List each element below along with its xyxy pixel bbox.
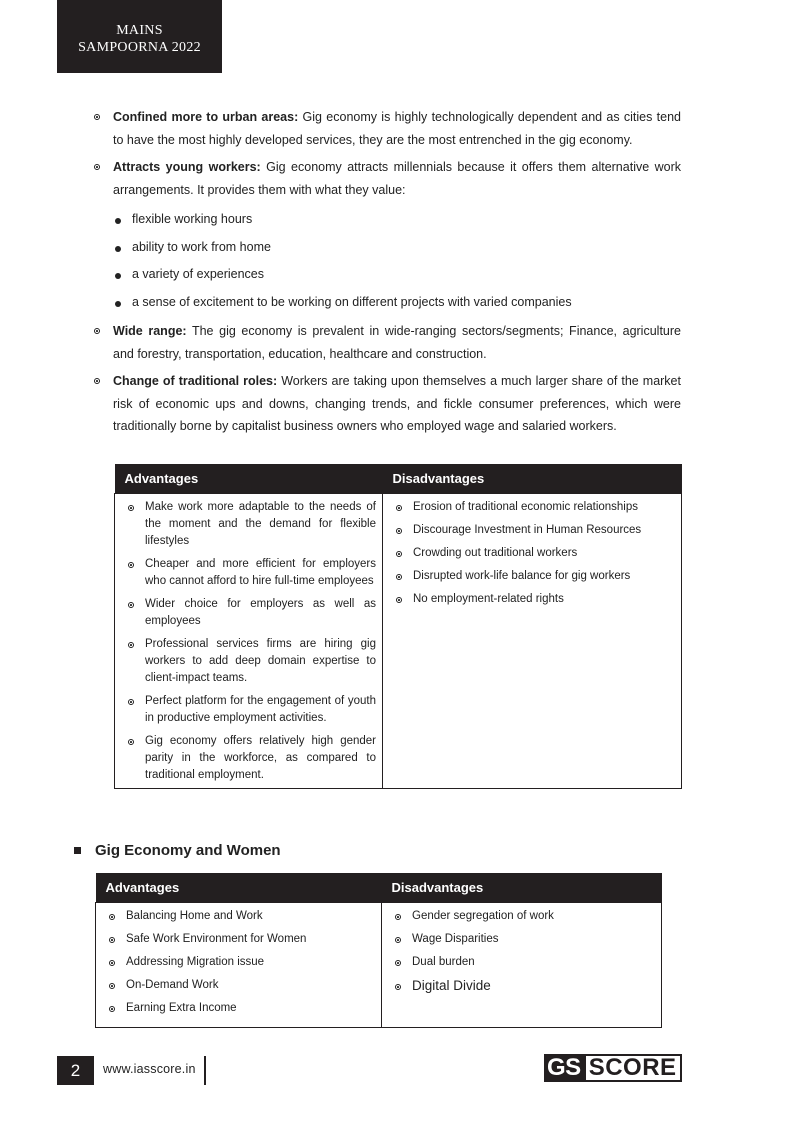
list-item-text: Cheaper and more efficient for employers who cannot afford to hire full-time employees <box>145 558 376 587</box>
point-text: The gig economy is prevalent in wide-ranging sectors/segments; Finance, agriculture and forestry, transportation, education, healthcare and construction. <box>113 324 681 361</box>
circle-bullet-icon <box>109 914 115 920</box>
list-item <box>124 499 376 550</box>
point-young-workers <box>92 156 681 201</box>
list-item <box>392 499 675 516</box>
circle-bullet-icon <box>128 642 134 648</box>
table-header-advantages: Advantages <box>96 873 382 903</box>
list-item <box>105 908 375 925</box>
circle-bullet-icon <box>395 937 401 943</box>
header-line-2: SAMPOORNA 2022 <box>78 40 201 55</box>
list-item <box>105 931 375 948</box>
list-item-text: Addressing Migration issue <box>126 956 265 968</box>
square-bullet-icon <box>74 847 81 854</box>
header-line-1: MAINS <box>116 23 163 38</box>
list-item <box>105 954 375 971</box>
point-urban-areas <box>92 106 681 151</box>
footer-divider <box>204 1056 206 1085</box>
list-item <box>113 206 681 234</box>
circle-bullet-icon <box>395 914 401 920</box>
point-label: Wide range: <box>113 324 187 338</box>
list-item-text: Professional services firms are hiring gig workers to add deep domain expertise to client-impact teams. <box>145 638 376 684</box>
dot-bullet-icon <box>115 273 121 279</box>
circle-bullet-icon <box>94 114 100 120</box>
list-item <box>392 545 675 562</box>
circle-bullet-icon <box>396 505 402 511</box>
list-item-text: Perfect platform for the engagement of youth in productive employment activities. <box>145 695 376 724</box>
list-item <box>391 954 655 971</box>
advantages-cell <box>115 494 383 789</box>
table-header-advantages: Advantages <box>115 464 383 494</box>
list-item <box>113 234 681 262</box>
point-text: Workers are taking upon themselves a much larger share of the market risk of economic ups and downs, changing trends, and fickle consumer preferences, which were traditionally borne by capitalist business owners who employed wage and salaried workers. <box>113 374 681 433</box>
disadvantages-cell <box>382 903 662 1028</box>
list-item-text: Erosion of traditional economic relationships <box>413 501 639 513</box>
circle-bullet-icon <box>396 528 402 534</box>
disadvantages-cell <box>383 494 682 789</box>
list-item <box>391 931 655 948</box>
gig-economy-table <box>114 464 682 789</box>
list-item <box>392 522 675 539</box>
list-item-text: Wage Disparities <box>412 933 499 945</box>
values-list <box>113 206 681 316</box>
point-label: Change of traditional roles: <box>113 374 278 388</box>
list-item-text: Gender segregation of work <box>412 910 554 922</box>
circle-bullet-icon <box>94 378 100 384</box>
table-header-disadvantages: Disadvantages <box>383 464 682 494</box>
page-number: 2 <box>57 1056 94 1085</box>
list-item <box>124 733 376 784</box>
circle-bullet-icon <box>395 960 401 966</box>
list-item-text: Balancing Home and Work <box>126 910 263 922</box>
list-item-text: a variety of experiences <box>132 267 265 281</box>
main-content <box>92 106 681 443</box>
list-item-text: On-Demand Work <box>126 979 219 991</box>
circle-bullet-icon <box>128 699 134 705</box>
list-item-text: Wider choice for employers as well as employees <box>145 598 376 627</box>
circle-bullet-icon <box>109 960 115 966</box>
list-item-text: Earning Extra Income <box>126 1002 237 1014</box>
list-item <box>124 636 376 687</box>
circle-bullet-icon <box>109 1006 115 1012</box>
dot-bullet-icon <box>115 246 121 252</box>
list-item-text: Safe Work Environment for Women <box>126 933 307 945</box>
footer-url[interactable]: www.iasscore.in <box>103 1062 196 1076</box>
women-gig-economy-table <box>95 873 662 1028</box>
list-item <box>124 596 376 630</box>
advantages-cell <box>96 903 382 1028</box>
point-text: Gig economy attracts millennials because it offers them alternative work arrangements. It provides them with what they value: <box>113 160 681 197</box>
point-text: Gig economy is highly technologically dependent and as cities tend to have the most highly developed services, they are the most entrenched in the gig economy. <box>113 110 681 147</box>
logo-score: SCORE <box>584 1054 682 1082</box>
list-item-text: Crowding out traditional workers <box>413 547 578 559</box>
gsscore-logo <box>544 1054 682 1082</box>
circle-bullet-icon <box>94 328 100 334</box>
logo-gs: GS <box>544 1054 584 1082</box>
table-header-disadvantages: Disadvantages <box>382 873 662 903</box>
list-item <box>113 289 681 317</box>
circle-bullet-icon <box>94 164 100 170</box>
dot-bullet-icon <box>115 301 121 307</box>
circle-bullet-icon <box>109 937 115 943</box>
list-item-text: Digital Divide <box>412 978 491 993</box>
circle-bullet-icon <box>396 551 402 557</box>
point-label: Confined more to urban areas: <box>113 110 299 124</box>
list-item-text: a sense of excitement to be working on different projects with varied companies <box>132 294 572 309</box>
list-item <box>124 693 376 727</box>
document-header <box>57 0 222 73</box>
list-item-text: Make work more adaptable to the needs of the moment and the demand for flexible lifestyles <box>145 501 376 547</box>
section-title: Gig Economy and Women <box>95 842 281 859</box>
circle-bullet-icon <box>128 562 134 568</box>
circle-bullet-icon <box>396 597 402 603</box>
section-heading <box>74 842 281 859</box>
list-item-text: Discourage Investment in Human Resources <box>413 524 642 536</box>
circle-bullet-icon <box>128 602 134 608</box>
list-item <box>105 1000 375 1017</box>
list-item-text: Dual burden <box>412 956 475 968</box>
circle-bullet-icon <box>128 739 134 745</box>
point-label: Attracts young workers: <box>113 160 261 174</box>
list-item <box>105 977 375 994</box>
circle-bullet-icon <box>396 574 402 580</box>
list-item <box>391 977 655 994</box>
circle-bullet-icon <box>128 505 134 511</box>
circle-bullet-icon <box>109 983 115 989</box>
point-wide-range <box>92 320 681 365</box>
circle-bullet-icon <box>395 984 401 990</box>
list-item-text: flexible working hours <box>132 212 253 226</box>
list-item <box>113 261 681 289</box>
list-item <box>392 591 675 608</box>
list-item <box>124 556 376 590</box>
point-traditional-roles <box>92 370 681 438</box>
dot-bullet-icon <box>115 218 121 224</box>
list-item <box>391 908 655 925</box>
list-item-text: No employment-related rights <box>413 593 564 605</box>
list-item-text: ability to work from home <box>132 239 271 254</box>
list-item-text: Gig economy offers relatively high gender parity in the workforce, as compared to traditional employment. <box>145 735 376 781</box>
list-item-text: Disrupted work-life balance for gig workers <box>413 570 631 582</box>
list-item <box>392 568 675 585</box>
